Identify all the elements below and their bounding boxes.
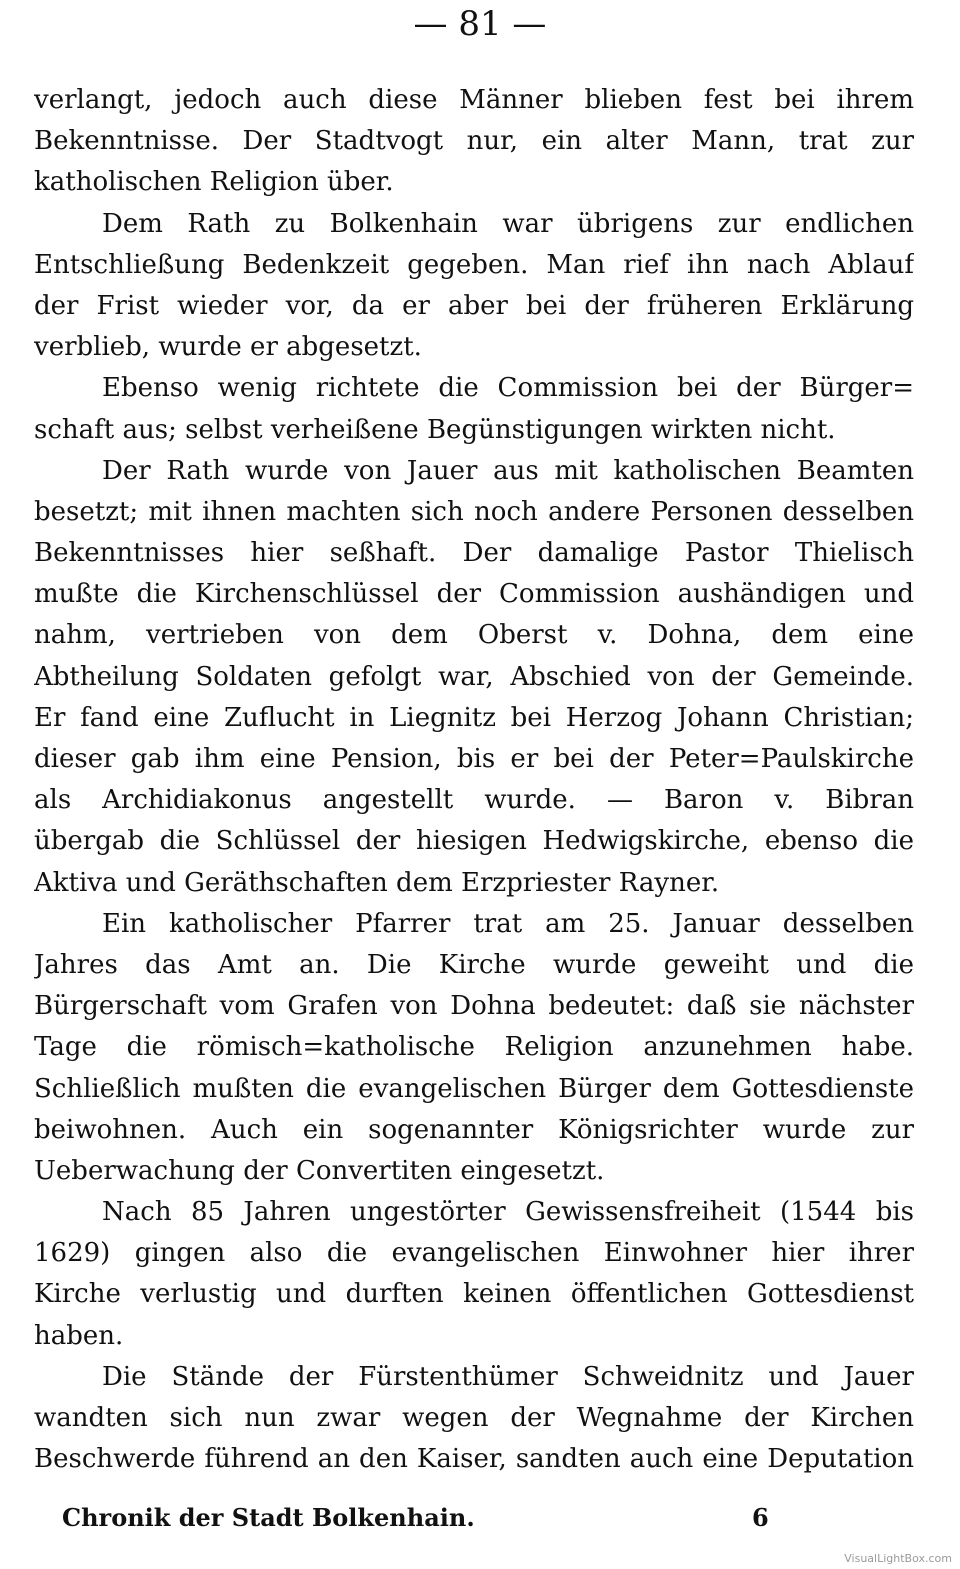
text-line: Ueberwachung der Convertiten eingesetzt. — [34, 1155, 605, 1186]
text-line: Dem Rath zu Bolkenhain war übrigens zur endlichen — [102, 208, 914, 239]
text-line: als Archidiakonus angestellt wurde. — Baron v. Bibran — [34, 785, 914, 816]
text-line: Kirche verlustig und durften keinen öffentlichen Gottesdienst — [34, 1279, 914, 1310]
text-line: dieser gab ihm eine Pension, bis er bei der Peter=Paulskirche — [34, 744, 914, 774]
text-line: Nach 85 Jahren ungestörter Gewissensfreiheit (1544 bis — [102, 1197, 914, 1228]
text-line: wandten sich nun zwar wegen der Wegnahme der Kirchen — [34, 1403, 914, 1433]
text-line: katholischen Religion über. — [34, 167, 394, 198]
text-line: nahm, vertrieben von dem Oberst v. Dohna, dem eine — [34, 620, 914, 651]
text-line: verblieb, wurde er abgesetzt. — [34, 332, 422, 363]
text-line: Bekenntnisses hier seßhaft. Der damalige Pastor Thielisch — [34, 538, 914, 569]
text-line: Die Stände der Fürstenthümer Schweidnitz und Jauer — [102, 1361, 914, 1392]
text-line: haben. — [34, 1320, 124, 1351]
text-line: Schließlich mußten die evangelischen Bürger dem Gottesdienste — [34, 1073, 914, 1104]
text-line: Abtheilung Soldaten gefolgt war, Abschied von der Gemeinde. — [34, 661, 914, 692]
text-line: Bürgerschaft vom Grafen von Dohna bedeutet: daß sie nächster — [34, 991, 914, 1022]
text-line: Der Rath wurde von Jauer aus mit katholischen Beamten — [102, 455, 914, 486]
sheet-signature: 6 — [752, 1503, 769, 1532]
text-line: Er fand eine Zuflucht in Liegnitz bei Herzog Johann Christian; — [34, 702, 914, 733]
text-line: besetzt; mit ihnen machten sich noch andere Personen desselben — [34, 496, 914, 527]
text-line: übergab die Schlüssel der hiesigen Hedwigskirche, ebenso die — [34, 826, 914, 857]
text-line: beiwohnen. Auch ein sogenannter Königsrichter wurde zur — [34, 1114, 914, 1145]
book-title: Chronik der Stadt Bolkenhain. — [62, 1503, 475, 1532]
page-number: — 81 — — [413, 4, 547, 44]
text-line: Jahres das Amt an. Die Kirche wurde geweiht und die — [34, 949, 914, 980]
text-line: schaft aus; selbst verheißene Begünstigungen wirkten nicht. — [34, 414, 836, 445]
text-line: mußte die Kirchenschlüssel der Commission aushändigen und — [34, 579, 914, 610]
body-text — [34, 80, 914, 1480]
text-line: Ebenso wenig richtete die Commission bei der Bürger= — [102, 373, 914, 404]
text-line: Beschwerde führend an den Kaiser, sandten auch eine Deputation — [34, 1444, 914, 1475]
page-footer — [62, 1498, 782, 1538]
text-line: Tage die römisch=katholische Religion anzunehmen habe. — [34, 1032, 914, 1063]
text-line: Entschließung Bedenkzeit gegeben. Man rief ihn nach Ablauf — [34, 249, 914, 280]
text-line: der Frist wieder vor, da er aber bei der früheren Erklärung — [34, 290, 914, 321]
text-line: 1629) gingen also die evangelischen Einwohner hier ihrer — [34, 1238, 914, 1269]
text-line: Aktiva und Geräthschaften dem Erzpriester Rayner. — [34, 867, 720, 898]
text-line: Ein katholischer Pfarrer trat am 25. Januar desselben — [102, 908, 914, 939]
text-line: verlangt, jedoch auch diese Männer blieben fest bei ihrem — [34, 85, 914, 115]
watermark: VisualLightBox.com — [844, 1552, 952, 1565]
text-line: Bekenntnisse. Der Stadtvogt nur, ein alter Mann, trat zur — [34, 126, 914, 157]
